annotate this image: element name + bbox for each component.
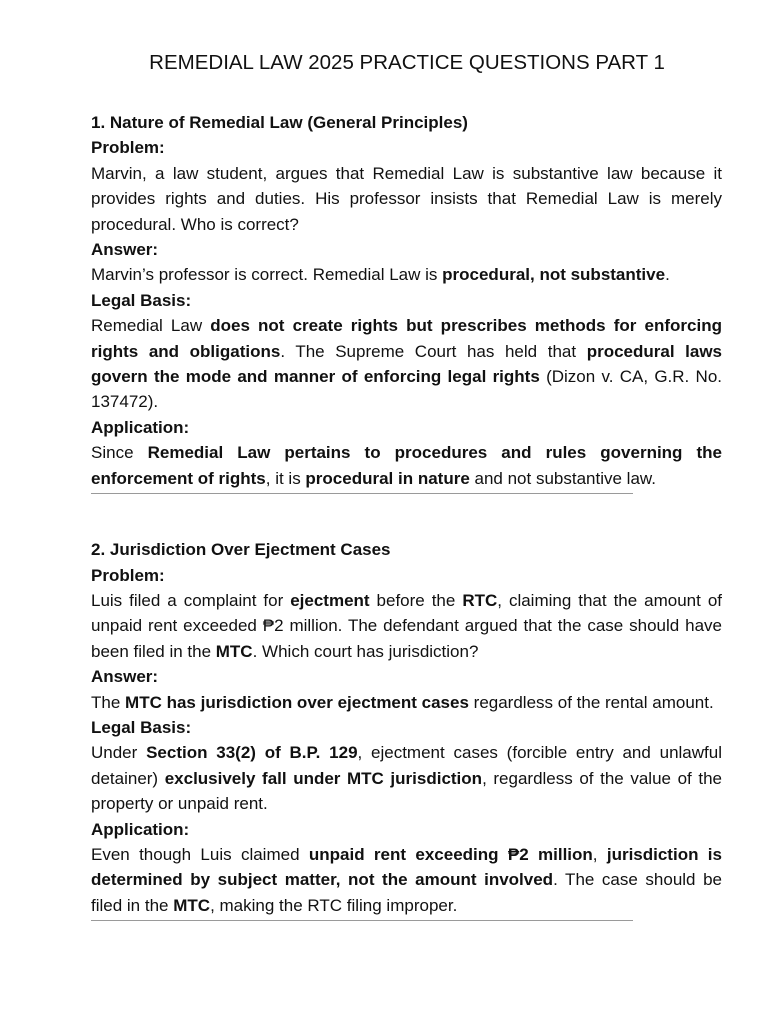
application-text: Since Remedial Law pertains to procedures and rules governing the enforcement of rights, it is procedural in nature and not substantive law.	[91, 443, 722, 488]
legal-basis-text: Under Section 33(2) of B.P. 129, ejectment cases (forcible entry and unlawful detainer) exclusively fall under MTC jurisdiction, regardless of the value of the property or unpaid rent.	[91, 743, 722, 814]
question-heading: 2. Jurisdiction Over Ejectment Cases	[91, 540, 391, 560]
answer-text: Marvin’s professor is correct. Remedial Law is procedural, not substantive.	[91, 265, 670, 285]
application-label: Application:	[91, 417, 190, 437]
answer-label: Answer:	[91, 240, 159, 260]
question-2	[91, 537, 722, 921]
legal-basis-label: Legal Basis:	[91, 290, 192, 310]
document-title: REMEDIAL LAW 2025 PRACTICE QUESTIONS PART 1	[149, 51, 665, 74]
answer-text: The MTC has jurisdiction over ejectment cases regardless of the rental amount.	[91, 692, 714, 712]
problem-text: Luis filed a complaint for ejectment before the RTC, claiming that the amount of unpaid rent exceeded ₱2 million. The defendant argued that the case should have been filed in the MTC. Which court has jurisdiction?	[91, 590, 722, 661]
answer-label: Answer:	[91, 667, 159, 687]
section-divider	[91, 920, 633, 921]
application-label: Application:	[91, 819, 190, 839]
question-1	[91, 110, 722, 494]
problem-label: Problem:	[91, 565, 165, 585]
problem-text: Marvin, a law student, argues that Remedial Law is substantive law because it provides rights and duties. His professor insists that Remedial Law is merely procedural. Who is correct?	[91, 163, 722, 234]
legal-basis-text: Remedial Law does not create rights but prescribes methods for enforcing rights and obligations. The Supreme Court has held that procedural laws govern the mode and manner of enforcing legal rights (Dizon v. CA, G.R. No. 137472).	[91, 316, 722, 412]
application-text: Even though Luis claimed unpaid rent exceeding ₱2 million, jurisdiction is determined by subject matter, not the amount involved. The case should be filed in the MTC, making the RTC filing improper.	[91, 844, 722, 915]
legal-basis-label: Legal Basis:	[91, 717, 192, 737]
question-heading: 1. Nature of Remedial Law (General Principles)	[91, 113, 468, 132]
section-divider	[91, 493, 633, 494]
problem-label: Problem:	[91, 138, 165, 158]
